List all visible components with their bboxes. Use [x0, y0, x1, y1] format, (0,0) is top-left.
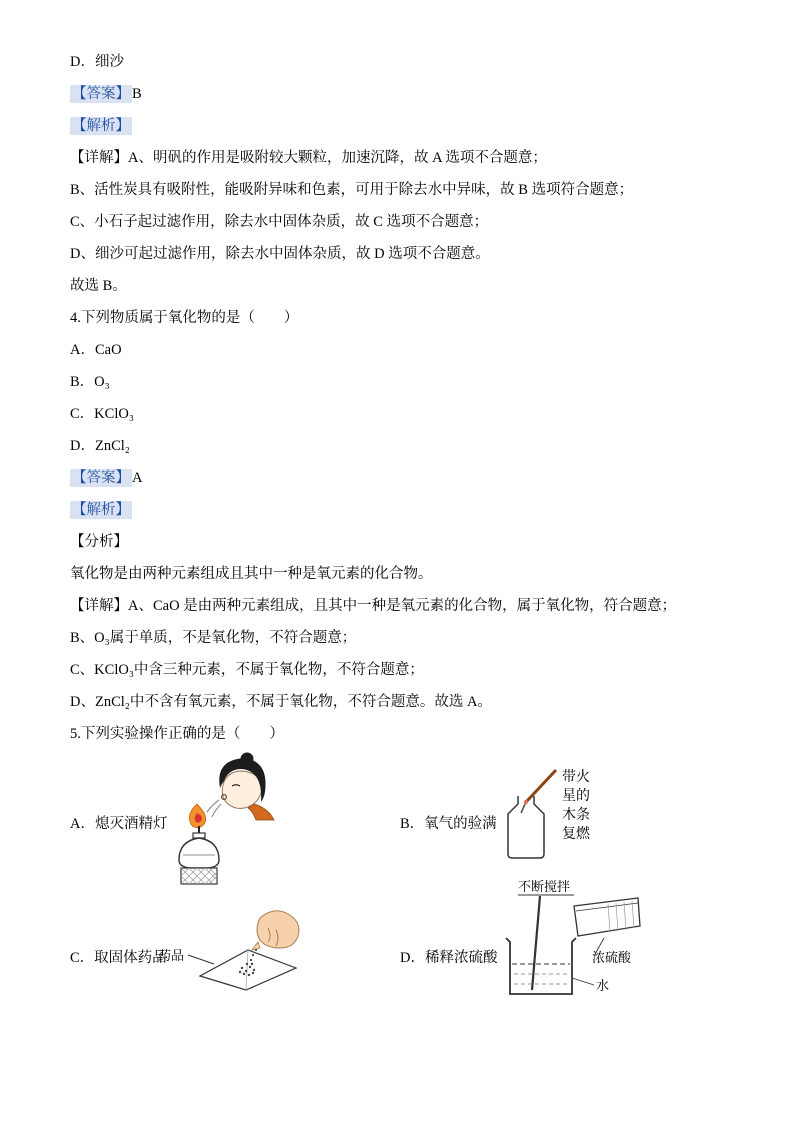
q4-option: C．KClO₃ [70, 406, 134, 422]
q3-answer-line [70, 78, 733, 110]
q5-option-d-label: D．稀释浓硫酸 [400, 950, 498, 966]
q5-option-b-caption: 带火 星的 木条 复燃 [562, 770, 590, 842]
q3-explain-line: D、细沙可起过滤作用，除去水中固体杂质，故 D 选项不合题意。 [70, 246, 490, 262]
hand-icon [257, 911, 299, 948]
q4-explain-line: 【详解】A、CaO 是由两种元素组成，且其中一种是氧元素的化合物，属于氧化物，符合题意； [70, 598, 677, 614]
q4-explain-line: C、KClO₃中含三种元素，不属于氧化物，不符合题意； [70, 662, 424, 678]
hair-bun-icon [241, 753, 254, 766]
q4-option: B．O₃ [70, 374, 110, 390]
q3-explain-line: B、活性炭具有吸附性，能吸附异味和色素，可用于除去水中异味，故 B 选项符合题意； [70, 182, 634, 198]
q4-stem: 4.下列物质属于氧化物的是（ ） [70, 310, 299, 326]
reagent-annotation: 药品 [158, 948, 185, 963]
q4-fenxi-text: 氧化物是由两种元素组成且其中一种是氧元素的化合物。 [70, 566, 433, 582]
stirring-rod-icon [532, 896, 540, 990]
answer-value: B [132, 86, 142, 102]
answer-value: A [132, 470, 143, 486]
glowing-splint-icon [526, 770, 556, 802]
q3-option-d: D．细沙 [70, 54, 124, 70]
q4-option: D．ZnCl₂ [70, 438, 130, 454]
gas-bottle-icon [508, 796, 544, 858]
lamp-body-icon [179, 838, 219, 868]
beaker-icon [506, 938, 576, 994]
acid-annotation: 浓硫酸 [592, 950, 632, 965]
q3-explain-line: 【详解】A、明矾的作用是吸附较大颗粒，加速沉降，故 A 选项不合题意； [70, 150, 547, 166]
answer-label: 【答案】 [72, 470, 130, 486]
q3-explain-line: C、小石子起过滤作用，除去水中固体杂质，故 C 选项不合题意； [70, 214, 489, 230]
q5-figures [70, 750, 733, 1030]
gas-bottle-splint-illustration [492, 768, 562, 866]
analysis-label: 【解析】 [72, 118, 130, 134]
q5-option-b-label: B．氧气的验满 [400, 816, 497, 832]
q5-option-c-label: C．取固体药品 [70, 950, 167, 966]
q3-explain-line: 故选 B。 [70, 278, 127, 294]
stir-annotation: 不断搅拌 [518, 879, 571, 894]
q5-stem: 5.下列实验操作正确的是（ ） [70, 726, 284, 742]
water-annotation: 水 [596, 978, 610, 993]
q4-option: A．CaO [70, 342, 122, 358]
solid-reagent-illustration [156, 892, 311, 1002]
acid-dilution-illustration [490, 878, 650, 1018]
q4-explain-line: D、ZnCl₂中不含有氧元素，不属于氧化物，不符合题意。故选 A。 [70, 694, 492, 710]
q4-fenxi-label: 【分析】 [70, 534, 128, 550]
q3-analysis-label-line [70, 110, 733, 142]
q4-explain-line: B、O₃属于单质，不是氧化物，不符合题意； [70, 630, 357, 646]
analysis-label: 【解析】 [72, 502, 130, 518]
q5-option-a-label: A．熄灭酒精灯 [70, 816, 168, 832]
answer-label: 【答案】 [72, 86, 130, 102]
alcohol-lamp-blow-illustration [162, 752, 297, 892]
q4-analysis-label-line [70, 494, 733, 526]
q4-answer-line [70, 462, 733, 494]
